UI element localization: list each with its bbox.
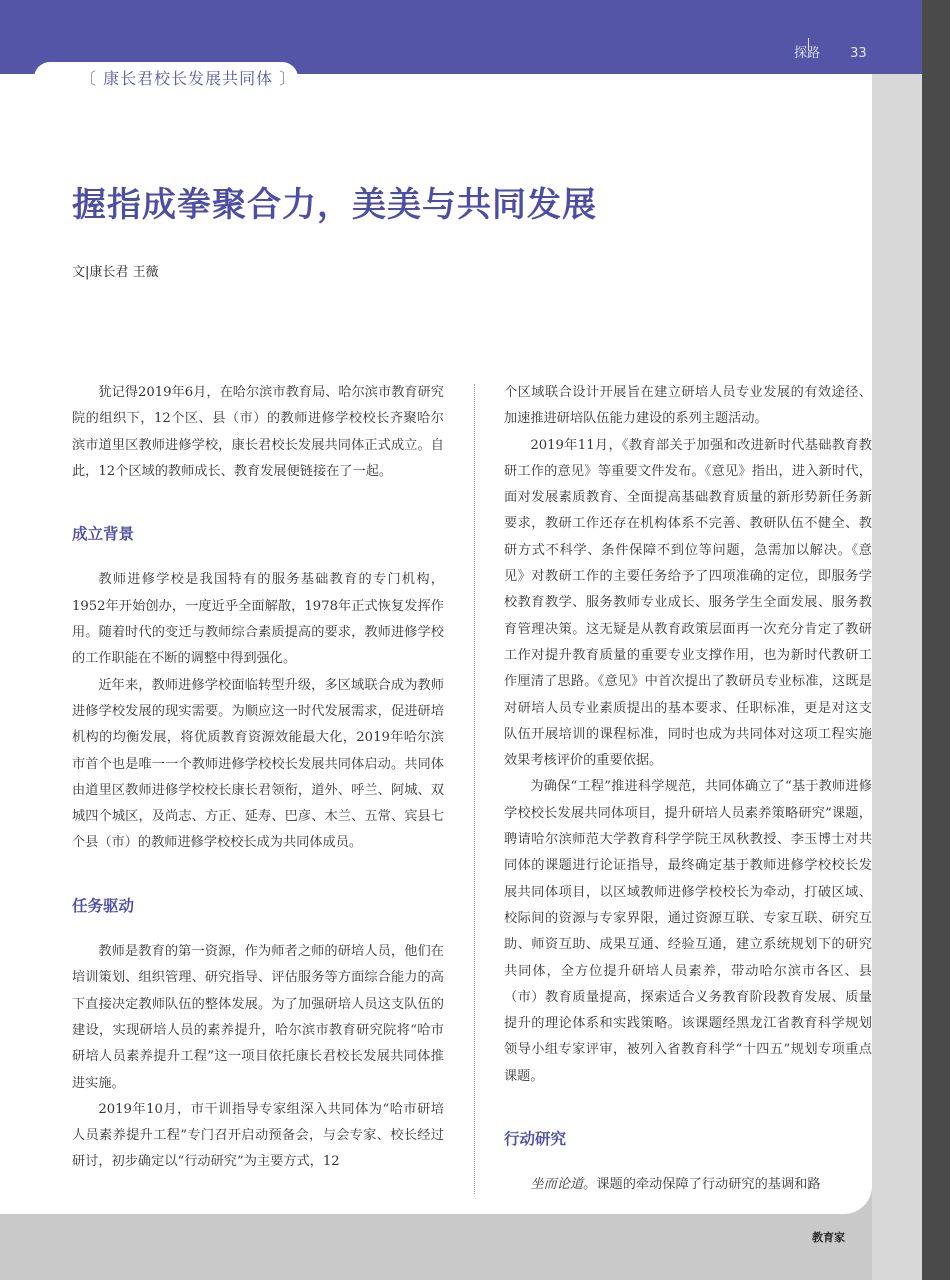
page-number: 33 [850, 46, 867, 61]
right-edge-bar [922, 0, 950, 1280]
paragraph: 教师是教育的第一资源，作为师者之师的研培人员，他们在培训策划、组织管理、研究指导、评估服务等方面综合能力的高下直接决定教师队伍的整体发展。为了加强研培人员这支队伍的建设，实现研培人员的素养提升，哈尔滨市教育研究院将“哈市研培人员素养提升工程”这一项目依托康长君校长发展共同体推进实施。 [72, 944, 444, 1091]
section-heading-task: 任务驱动 [72, 896, 135, 915]
magazine-brand: 教育家 [812, 1231, 845, 1244]
paragraph: 近年来，教师进修学校面临转型升级，多区域联合成为教师进修学校发展的现实需要。为顺应这一时代发展需求，促进研培机构的均衡发展，将优质教育资源效能最大化，2019年哈尔滨市首个也是唯一一个教师进修学校校长发展共同体启动。共同体由道里区教师进修学校校长康长君领衔，道外、呼兰、阿城、双城四个城区，及尚志、方正、延寿、巴彦、木兰、五常、宾县七个县（市）的教师进修学校校长成为共同体成员。 [72, 677, 444, 851]
column-tag: 〔 康长君校长发展共同体 〕 [80, 69, 297, 88]
paragraph: 为确保“工程”推进科学规范，共同体确立了“基于教师进修学校校长发展共同体项目，提升研培人员素养策略研究”课题，聘请哈尔滨师范大学教育科学学院王凤秋教授、李玉博士对共同体的课题进行论证指导，最终确定基于教师进修学校校长发展共同体项目，以区域教师进修学校校长为牵动，打破区域、校际间的资源与专家界限，通过资源互联、专家互联、研究互助、师资互助、成果互通、经验互通，建立系统规划下的研究共同体，全方位提升研培人员素养，带动哈尔滨市各区、县（市）教育质量提高，探索适合义务教育阶段教育发展、质量提升的理论体系和实践策略。该课题经黑龙江省教育科学规划领导小组专家评审，被列入省教育科学“十四五”规划专项重点课题。 [504, 779, 872, 1084]
run-in-lead: 坐而论道 [530, 1177, 584, 1193]
section-name: 探路 [794, 46, 821, 61]
article-byline: 文|康长君 王薇 [72, 265, 159, 280]
paragraph: 教师进修学校是我国特有的服务基础教育的专门机构，1952年开始创办，一度近乎全面解散，1978年正式恢复发挥作用。随着时代的变迁与教师综合素质提高的要求，教师进修学校的工作职能在不断的调整中得到强化。 [72, 572, 444, 667]
intro-paragraph: 犹记得2019年6月，在哈尔滨市教育局、哈尔滨市教育研究院的组织下，12个区、县（市）的教师进修学校校长齐聚哈尔滨市道里区教师进修学校，康长君校长发展共同体正式成立。自此，12个区域的教师成长、教育发展便链接在了一起。 [72, 385, 444, 479]
page-shadow-panel [872, 0, 922, 1280]
column-divider [474, 384, 475, 1194]
paragraph [504, 1172, 872, 1198]
section-heading-background: 成立背景 [72, 525, 135, 544]
running-header [794, 42, 867, 61]
paragraph-continuation: 个区域联合设计开展旨在建立研培人员专业发展的有效途径、加速推进研培队伍能力建设的系列主题活动。 [504, 385, 872, 427]
right-column [504, 380, 872, 1200]
paragraph-text: 。课题的牵动保障了行动研究的基调和路 [583, 1177, 821, 1193]
left-column [72, 380, 444, 1176]
section-heading-action: 行动研究 [504, 1130, 567, 1149]
article-title: 握指成拳聚合力，美美与共同发展 [72, 185, 597, 225]
paragraph: 2019年11月，《教育部关于加强和改进新时代基础教育教研工作的意见》等重要文件发布。《意见》指出，进入新时代，面对发展素质教育、全面提高基础教育质量的新形势新任务新要求，教研工作还存在机构体系不完善、教研队伍不健全、教研方式不科学、条件保障不到位等问题，急需加以解决。《意见》对教研工作的主要任务给予了四项准确的定位，即服务学校教育教学、服务教师专业成长、服务学生全面发展、服务教育管理决策。这无疑是从教育政策层面再一次充分肯定了教研工作对提升教育质量的重要专业支撑作用，也为新时代教研工作厘清了思路。《意见》中首次提出了教研员专业标准，这既是对研培人员专业素质提出的基本要求、任职标准，更是对这支队伍开展培训的课程标准，同时也成为共同体对这项工程实施效果考核评价的重要依据。 [504, 437, 872, 769]
paragraph: 2019年10月，市干训指导专家组深入共同体为“哈市研培人员素养提升工程”专门召开启动预备会，与会专家、校长经过研讨，初步确定以“行动研究”为主要方式，12 [72, 1101, 444, 1170]
